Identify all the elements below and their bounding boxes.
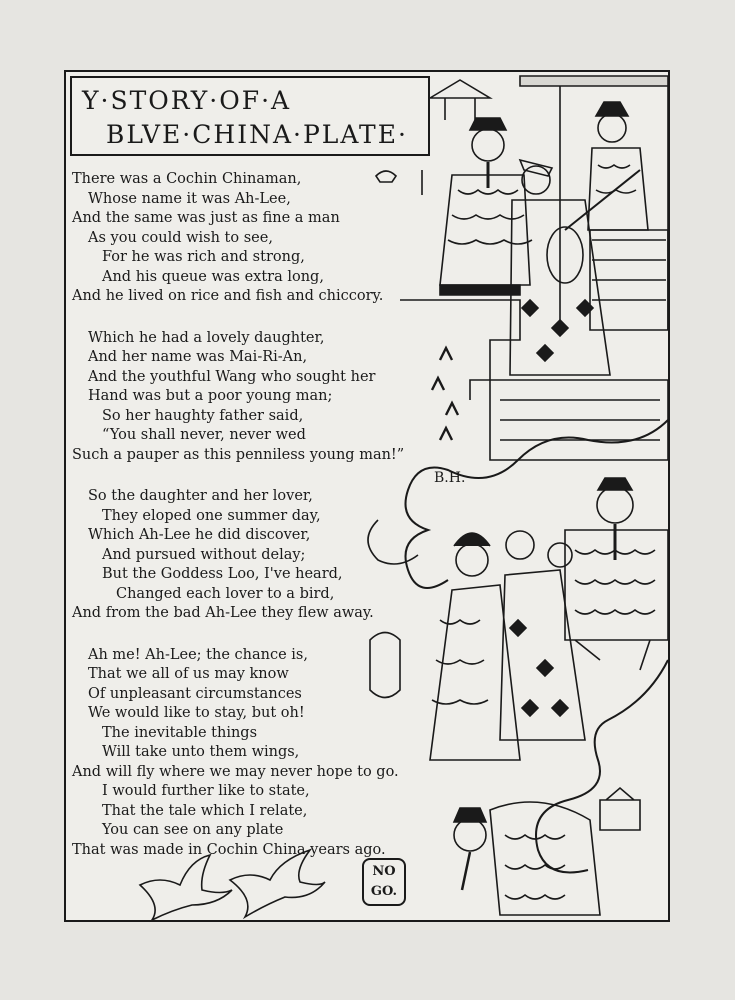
- verse-line: That was made in Cochin China years ago.: [72, 841, 386, 858]
- verse-line: And will fly where we may never hope to go.: [72, 763, 399, 780]
- verse-line: You can see on any plate: [102, 822, 284, 838]
- verse-line: Will take unto them wings,: [102, 744, 300, 760]
- verse-line: “You shall never, never wed: [102, 427, 306, 443]
- artist-initials: B.H.: [434, 470, 466, 486]
- verse-line: Hand was but a poor young man;: [88, 388, 333, 404]
- verse-line: Such a pauper as this penniless young man!”: [72, 446, 405, 463]
- verse-line: Ah me! Ah-Lee; the chance is,: [88, 646, 308, 663]
- monogram-line-2: GO.: [370, 884, 398, 899]
- verse-line: We would like to stay, but oh!: [88, 705, 305, 721]
- kneeling-man-head-icon: [454, 819, 486, 851]
- stanza-3: [72, 487, 452, 624]
- verse-line: And he lived on rice and fish and chiccory.: [72, 288, 384, 304]
- verse-line: The inevitable things: [102, 724, 258, 741]
- lute-icon: [547, 227, 583, 283]
- verse-line: And from the bad Ah-Lee they flew away.: [72, 605, 374, 621]
- stanza-1: [72, 170, 452, 307]
- verse-line: They eloped one summer day,: [102, 507, 321, 524]
- verse-line: Which Ah-Lee he did discover,: [88, 527, 311, 543]
- verse-line: And the youthful Wang who sought her: [88, 368, 376, 385]
- verse-line: And the same was just as fine a man: [72, 210, 340, 226]
- verse-line: Whose name it was Ah-Lee,: [88, 190, 291, 207]
- pagoda-roof-icon: [430, 80, 490, 98]
- stanza-2: [72, 329, 452, 466]
- verse-line: And his queue was extra long,: [102, 268, 324, 285]
- verse-line: That the tale which I relate,: [102, 802, 308, 819]
- verse-line: So the daughter and her lover,: [88, 488, 313, 504]
- verse-line: Changed each lover to a bird,: [116, 585, 335, 602]
- father-head-icon: [472, 129, 504, 161]
- poem: [72, 170, 452, 882]
- verse-line: But the Goddess Loo, I've heard,: [102, 566, 343, 582]
- daughter-running-head-icon: [456, 544, 488, 576]
- title-box: [70, 76, 430, 156]
- verse-line: And pursued without delay;: [102, 546, 306, 563]
- verse-line: As you could wish to see,: [88, 229, 273, 246]
- verse-line: That we all of us may know: [88, 666, 289, 682]
- father-pursuing-head-icon: [597, 487, 633, 523]
- verse-line: Which he had a lovely daughter,: [88, 329, 325, 346]
- stanza-4: [72, 646, 452, 861]
- monogram-line-1: NO: [372, 864, 396, 879]
- verse-line: For he was rich and strong,: [102, 249, 305, 265]
- verse-line: And her name was Mai-Ri-An,: [88, 349, 308, 365]
- verse-line: There was a Cochin Chinaman,: [72, 171, 302, 187]
- title-line-1: Y·STORY·OF·A: [82, 86, 292, 115]
- suitor-running-head-icon: [506, 531, 534, 559]
- monogram-badge: [362, 858, 406, 906]
- verse-line: So her haughty father said,: [102, 407, 304, 424]
- verse-line: Of unpleasant circumstances: [88, 685, 302, 702]
- title-line-2: BLVE·CHINA·PLATE·: [106, 120, 408, 149]
- verse-line: I would further like to state,: [102, 783, 310, 799]
- daughter-head-icon: [598, 114, 626, 142]
